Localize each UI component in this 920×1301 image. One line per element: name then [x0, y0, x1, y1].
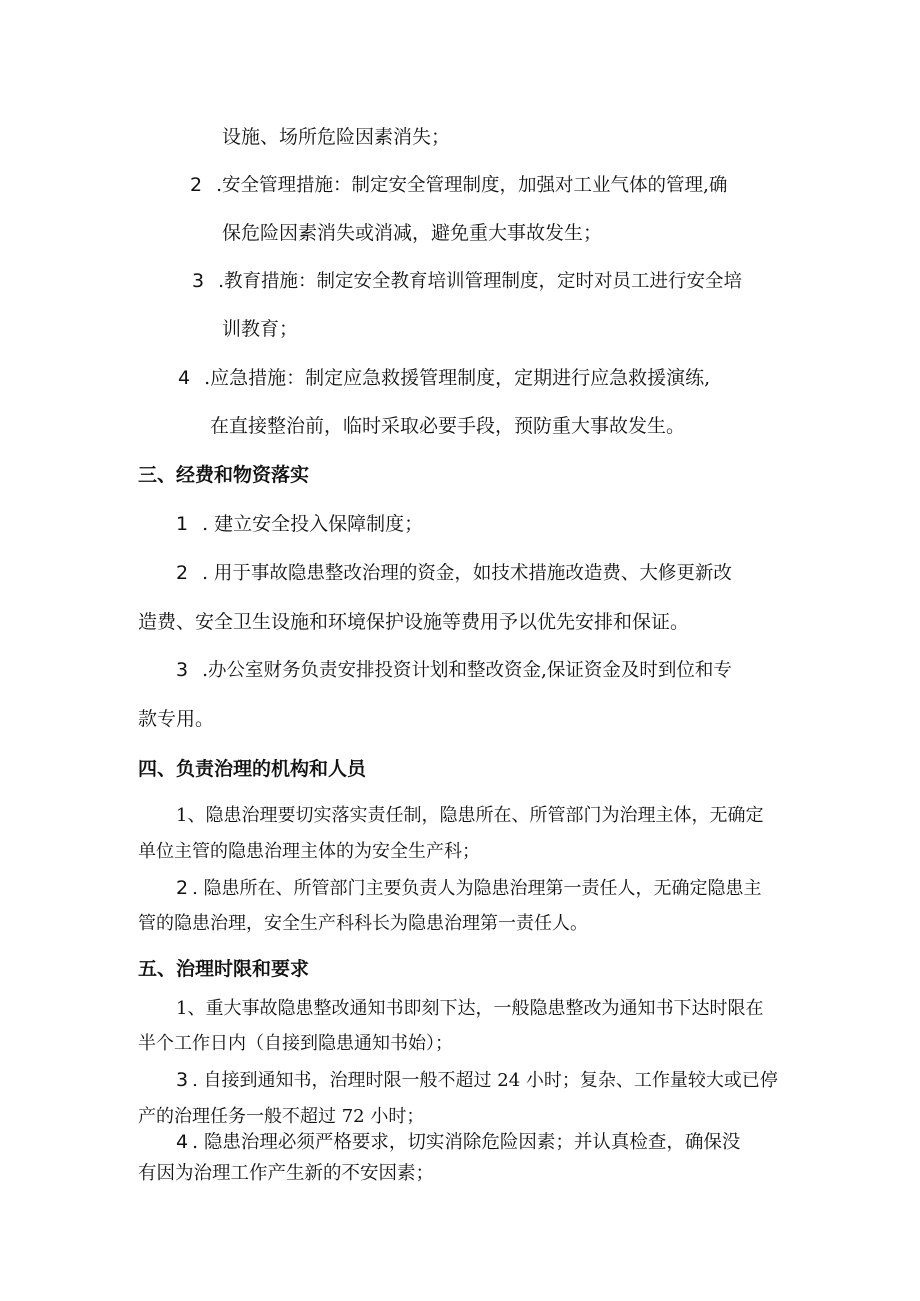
list-item-line: [190, 173, 727, 198]
line-text: . 用于事故隐患整改治理的资金，如技术措施改造费、大修更新改: [202, 563, 732, 584]
list-number: 3: [176, 1069, 189, 1091]
list-item-line: [178, 366, 710, 390]
paragraph-line: [138, 707, 214, 731]
list-item-line: [176, 1068, 778, 1093]
line-text: . 建立安全投入保障制度；: [202, 513, 424, 535]
line-text: . 自接到通知书，治理时限一般不超过 24 小时；复杂、工作量较大或已停: [192, 1070, 778, 1091]
line-text: . 隐患所在、所管部门主要负责人为隐患治理第一责任人，无确定隐患主: [192, 878, 762, 899]
list-item-line: [176, 876, 762, 901]
line-text: .应急措施：制定应急救援管理制度，定期进行应急救援演练,: [204, 367, 711, 389]
list-number: 4: [178, 367, 191, 389]
paragraph-line: [138, 610, 689, 634]
line-text: 1、重大事故隐患整改通知书即刻下达，一般隐患整改为通知书下达时限在: [176, 998, 764, 1019]
line-text: 产的治理任务一般不超过 72 小时；: [138, 1106, 425, 1127]
list-number: 2: [176, 562, 189, 584]
list-number: 1: [176, 513, 189, 535]
line-text: 单位主管的隐患治理主体的为安全生产科；: [138, 841, 480, 862]
paragraph-line: [222, 125, 450, 149]
list-item-line: [192, 269, 742, 294]
list-item-line: [176, 512, 423, 536]
line-text: .办公室财务负责安排投资计划和整改资金,保证资金及时到位和专: [202, 660, 732, 681]
section-heading: 三、经费和物资落实: [138, 464, 310, 486]
paragraph-line: [138, 911, 588, 936]
list-item-line: [176, 1130, 740, 1155]
list-number: 3: [192, 270, 205, 292]
line-text: 半个工作日内（自接到隐患通知书始）；: [138, 1033, 453, 1054]
line-text: 造费、安全卫生设施和环境保护设施等费用予以优先安排和保证。: [138, 611, 690, 633]
line-text: 1、隐患治理要切实落实责任制，隐患所在、所管部门为治理主体，无确定: [176, 805, 764, 826]
line-text: 款专用。: [138, 708, 215, 730]
line-text: 保危险因素消失或消减，避免重大事故发生；: [222, 222, 603, 244]
list-item-line: [176, 561, 732, 586]
list-number: 2: [176, 877, 189, 899]
paragraph-line: [210, 414, 685, 438]
section-heading: 四、负责治理的机构和人员: [138, 758, 367, 780]
line-text: 管的隐患治理，安全生产科科长为隐患治理第一责任人。: [138, 913, 588, 934]
paragraph-line: [222, 317, 298, 341]
section-heading: 五、治理时限和要求: [138, 958, 310, 980]
paragraph-line: [138, 1031, 453, 1056]
line-text: . 隐患治理必须严格要求，切实消除危险因素；并认真检查，确保没: [192, 1132, 741, 1153]
line-text: .安全管理措施：制定安全管理制度，加强对工业气体的管理,确: [216, 175, 728, 196]
list-number: 2: [190, 174, 203, 196]
list-number: 4: [176, 1131, 189, 1153]
paragraph-line: [222, 221, 602, 245]
line-text: 有因为治理工作产生新的不安因素；: [138, 1163, 435, 1184]
paragraph-line: [176, 803, 763, 828]
line-text: .教育措施：制定安全教育培训管理制度，定时对员工进行安全培: [218, 271, 742, 292]
paragraph-line: [138, 1104, 424, 1129]
line-text: 训教育；: [222, 318, 299, 340]
paragraph-line: [138, 1161, 434, 1186]
paragraph-line: [138, 839, 480, 864]
list-item-line: [176, 658, 732, 683]
line-text: 在直接整治前，临时采取必要手段，预防重大事故发生。: [210, 415, 686, 437]
list-number: 3: [176, 659, 189, 681]
paragraph-line: [176, 996, 763, 1021]
line-text: 设施、场所危险因素消失；: [222, 126, 451, 148]
